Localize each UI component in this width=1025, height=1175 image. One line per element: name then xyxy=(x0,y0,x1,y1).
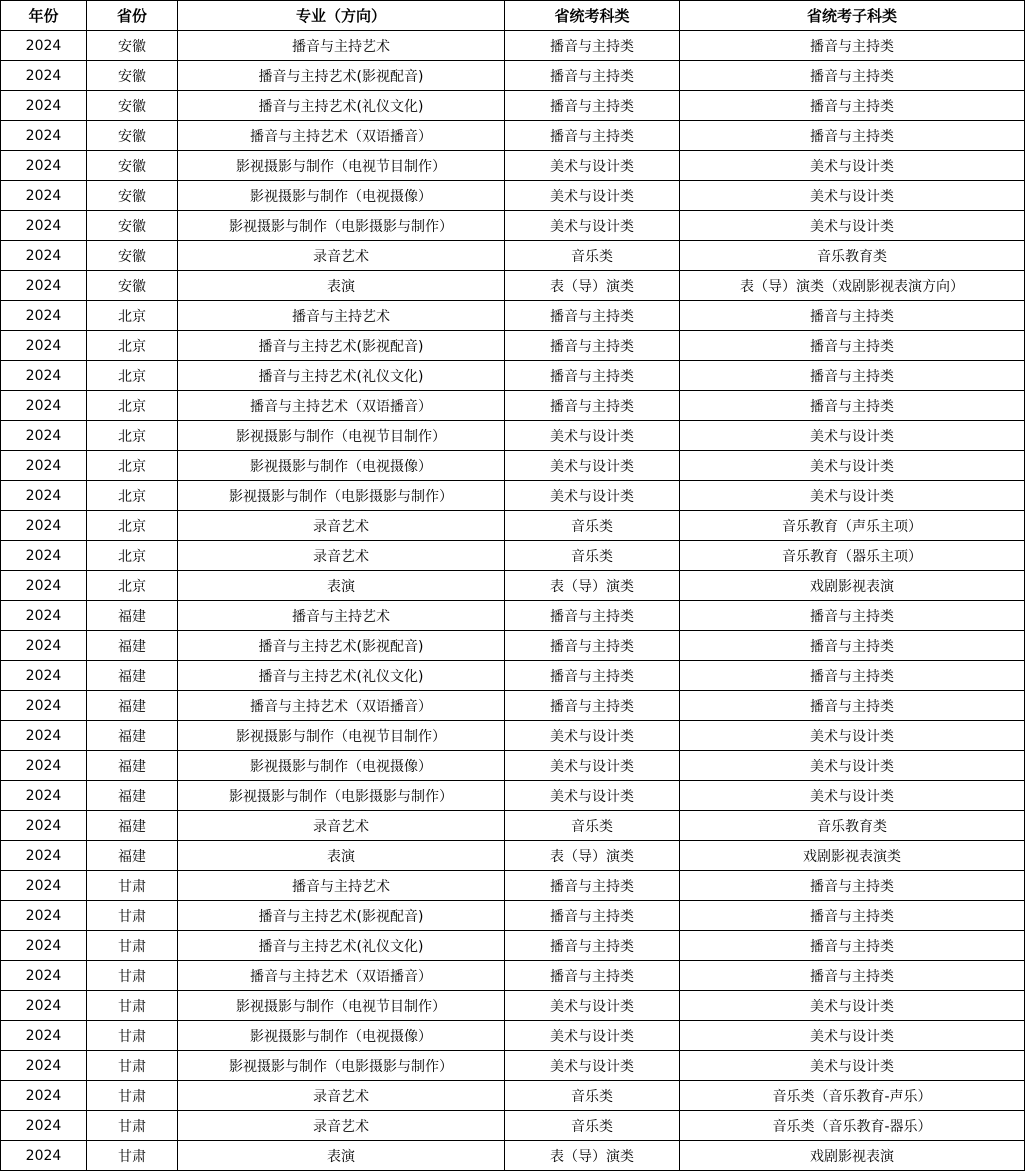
exam-subcategory-cell: 表（导）演类（戏剧影视表演方向） xyxy=(680,271,1025,301)
major-cell: 影视摄影与制作（电视摄像） xyxy=(178,181,505,211)
exam-subcategory-cell: 播音与主持类 xyxy=(680,901,1025,931)
table-row xyxy=(1,631,1025,661)
exam-category-cell: 播音与主持类 xyxy=(505,931,680,961)
exam-category-cell: 播音与主持类 xyxy=(505,31,680,61)
exam-subcategory-cell: 音乐教育（器乐主项） xyxy=(680,541,1025,571)
table-row xyxy=(1,901,1025,931)
table-row xyxy=(1,181,1025,211)
table-row xyxy=(1,91,1025,121)
major-cell: 影视摄影与制作（电视摄像） xyxy=(178,751,505,781)
province-cell: 安徽 xyxy=(87,241,178,271)
major-cell: 影视摄影与制作（电视节目制作） xyxy=(178,721,505,751)
year-cell: 2024 xyxy=(1,1051,87,1081)
major-cell: 影视摄影与制作（电视摄像） xyxy=(178,1021,505,1051)
major-cell: 录音艺术 xyxy=(178,1081,505,1111)
province-cell: 安徽 xyxy=(87,61,178,91)
major-cell: 表演 xyxy=(178,271,505,301)
exam-subcategory-cell: 美术与设计类 xyxy=(680,421,1025,451)
province-cell: 北京 xyxy=(87,481,178,511)
province-cell: 福建 xyxy=(87,751,178,781)
major-cell: 播音与主持艺术 xyxy=(178,601,505,631)
year-cell: 2024 xyxy=(1,151,87,181)
major-cell: 录音艺术 xyxy=(178,541,505,571)
year-cell: 2024 xyxy=(1,601,87,631)
table-row xyxy=(1,451,1025,481)
exam-category-cell: 播音与主持类 xyxy=(505,691,680,721)
year-cell: 2024 xyxy=(1,1081,87,1111)
major-cell: 播音与主持艺术（双语播音） xyxy=(178,691,505,721)
province-cell: 安徽 xyxy=(87,211,178,241)
year-cell: 2024 xyxy=(1,1111,87,1141)
year-cell: 2024 xyxy=(1,331,87,361)
province-cell: 甘肃 xyxy=(87,871,178,901)
exam-category-cell: 美术与设计类 xyxy=(505,1021,680,1051)
province-cell: 北京 xyxy=(87,361,178,391)
exam-category-cell: 播音与主持类 xyxy=(505,331,680,361)
province-cell: 北京 xyxy=(87,451,178,481)
major-cell: 影视摄影与制作（电视节目制作） xyxy=(178,991,505,1021)
table-row xyxy=(1,871,1025,901)
exam-subcategory-cell: 播音与主持类 xyxy=(680,31,1025,61)
major-cell: 影视摄影与制作（电影摄影与制作） xyxy=(178,211,505,241)
exam-category-cell: 美术与设计类 xyxy=(505,1051,680,1081)
year-cell: 2024 xyxy=(1,271,87,301)
year-cell: 2024 xyxy=(1,871,87,901)
exam-subcategory-cell: 美术与设计类 xyxy=(680,1021,1025,1051)
header-major: 专业（方向） xyxy=(178,1,505,31)
year-cell: 2024 xyxy=(1,511,87,541)
province-cell: 安徽 xyxy=(87,151,178,181)
exam-category-cell: 播音与主持类 xyxy=(505,121,680,151)
province-cell: 福建 xyxy=(87,721,178,751)
major-cell: 播音与主持艺术（双语播音） xyxy=(178,391,505,421)
major-cell: 影视摄影与制作（电视节目制作） xyxy=(178,151,505,181)
year-cell: 2024 xyxy=(1,481,87,511)
province-cell: 甘肃 xyxy=(87,931,178,961)
exam-subcategory-cell: 美术与设计类 xyxy=(680,211,1025,241)
province-cell: 甘肃 xyxy=(87,991,178,1021)
province-cell: 福建 xyxy=(87,811,178,841)
year-cell: 2024 xyxy=(1,661,87,691)
province-cell: 北京 xyxy=(87,331,178,361)
province-cell: 福建 xyxy=(87,601,178,631)
year-cell: 2024 xyxy=(1,1141,87,1171)
province-cell: 北京 xyxy=(87,301,178,331)
exam-category-cell: 播音与主持类 xyxy=(505,661,680,691)
exam-category-cell: 音乐类 xyxy=(505,1111,680,1141)
major-cell: 录音艺术 xyxy=(178,811,505,841)
exam-category-cell: 播音与主持类 xyxy=(505,961,680,991)
major-cell: 表演 xyxy=(178,841,505,871)
exam-subcategory-cell: 美术与设计类 xyxy=(680,451,1025,481)
major-cell: 播音与主持艺术（双语播音） xyxy=(178,121,505,151)
year-cell: 2024 xyxy=(1,181,87,211)
table-row xyxy=(1,1051,1025,1081)
table-row xyxy=(1,241,1025,271)
table-row xyxy=(1,841,1025,871)
exam-subcategory-cell: 播音与主持类 xyxy=(680,661,1025,691)
major-cell: 播音与主持艺术（双语播音） xyxy=(178,961,505,991)
province-cell: 福建 xyxy=(87,781,178,811)
exam-category-cell: 播音与主持类 xyxy=(505,61,680,91)
year-cell: 2024 xyxy=(1,691,87,721)
major-cell: 播音与主持艺术(影视配音) xyxy=(178,331,505,361)
exam-category-cell: 播音与主持类 xyxy=(505,601,680,631)
exam-category-cell: 表（导）演类 xyxy=(505,571,680,601)
province-cell: 安徽 xyxy=(87,271,178,301)
exam-subcategory-cell: 播音与主持类 xyxy=(680,931,1025,961)
exam-category-cell: 美术与设计类 xyxy=(505,421,680,451)
year-cell: 2024 xyxy=(1,241,87,271)
year-cell: 2024 xyxy=(1,211,87,241)
table-row xyxy=(1,721,1025,751)
table-row xyxy=(1,1141,1025,1171)
exam-category-cell: 播音与主持类 xyxy=(505,391,680,421)
year-cell: 2024 xyxy=(1,811,87,841)
exam-subcategory-cell: 音乐教育（声乐主项） xyxy=(680,511,1025,541)
table-row xyxy=(1,301,1025,331)
province-cell: 甘肃 xyxy=(87,901,178,931)
major-cell: 录音艺术 xyxy=(178,241,505,271)
province-cell: 北京 xyxy=(87,421,178,451)
exam-category-cell: 播音与主持类 xyxy=(505,301,680,331)
exam-category-cell: 表（导）演类 xyxy=(505,271,680,301)
table-row xyxy=(1,541,1025,571)
year-cell: 2024 xyxy=(1,1021,87,1051)
province-cell: 北京 xyxy=(87,571,178,601)
table-row xyxy=(1,601,1025,631)
table-row xyxy=(1,121,1025,151)
major-cell: 表演 xyxy=(178,1141,505,1171)
year-cell: 2024 xyxy=(1,781,87,811)
major-cell: 播音与主持艺术(影视配音) xyxy=(178,901,505,931)
province-cell: 福建 xyxy=(87,841,178,871)
province-cell: 甘肃 xyxy=(87,1081,178,1111)
province-cell: 安徽 xyxy=(87,181,178,211)
province-cell: 福建 xyxy=(87,661,178,691)
exam-subcategory-cell: 播音与主持类 xyxy=(680,121,1025,151)
exam-subcategory-cell: 美术与设计类 xyxy=(680,151,1025,181)
header-year: 年份 xyxy=(1,1,87,31)
year-cell: 2024 xyxy=(1,391,87,421)
exam-subcategory-cell: 音乐类（音乐教育-声乐） xyxy=(680,1081,1025,1111)
exam-category-cell: 表（导）演类 xyxy=(505,1141,680,1171)
table-row xyxy=(1,481,1025,511)
exam-subcategory-cell: 音乐类（音乐教育-器乐） xyxy=(680,1111,1025,1141)
province-cell: 安徽 xyxy=(87,91,178,121)
exam-category-cell: 音乐类 xyxy=(505,511,680,541)
exam-subcategory-cell: 播音与主持类 xyxy=(680,631,1025,661)
exam-subcategory-cell: 播音与主持类 xyxy=(680,961,1025,991)
province-cell: 福建 xyxy=(87,631,178,661)
exam-subcategory-cell: 播音与主持类 xyxy=(680,331,1025,361)
table-row xyxy=(1,1111,1025,1141)
year-cell: 2024 xyxy=(1,421,87,451)
year-cell: 2024 xyxy=(1,991,87,1021)
exam-category-cell: 播音与主持类 xyxy=(505,361,680,391)
table-row xyxy=(1,1021,1025,1051)
province-cell: 甘肃 xyxy=(87,1141,178,1171)
major-cell: 播音与主持艺术(礼仪文化) xyxy=(178,91,505,121)
table-row xyxy=(1,61,1025,91)
year-cell: 2024 xyxy=(1,61,87,91)
table-row xyxy=(1,391,1025,421)
major-cell: 影视摄影与制作（电视节目制作） xyxy=(178,421,505,451)
province-cell: 安徽 xyxy=(87,121,178,151)
header-province: 省份 xyxy=(87,1,178,31)
exam-subcategory-cell: 美术与设计类 xyxy=(680,1051,1025,1081)
header-exam-subcategory: 省统考子科类 xyxy=(680,1,1025,31)
major-cell: 播音与主持艺术(礼仪文化) xyxy=(178,361,505,391)
exam-category-cell: 美术与设计类 xyxy=(505,181,680,211)
table-row xyxy=(1,931,1025,961)
major-cell: 播音与主持艺术(影视配音) xyxy=(178,631,505,661)
major-cell: 播音与主持艺术(礼仪文化) xyxy=(178,661,505,691)
table-row xyxy=(1,751,1025,781)
table-row xyxy=(1,571,1025,601)
province-cell: 北京 xyxy=(87,391,178,421)
province-cell: 北京 xyxy=(87,541,178,571)
exam-subcategory-cell: 美术与设计类 xyxy=(680,181,1025,211)
exam-subcategory-cell: 美术与设计类 xyxy=(680,481,1025,511)
table-row xyxy=(1,961,1025,991)
province-cell: 甘肃 xyxy=(87,1051,178,1081)
year-cell: 2024 xyxy=(1,121,87,151)
table-row xyxy=(1,151,1025,181)
province-cell: 北京 xyxy=(87,511,178,541)
table-row xyxy=(1,31,1025,61)
exam-subcategory-cell: 播音与主持类 xyxy=(680,691,1025,721)
exam-category-cell: 美术与设计类 xyxy=(505,151,680,181)
major-cell: 录音艺术 xyxy=(178,511,505,541)
table-row xyxy=(1,511,1025,541)
table-row xyxy=(1,421,1025,451)
exam-subcategory-cell: 播音与主持类 xyxy=(680,91,1025,121)
exam-category-cell: 播音与主持类 xyxy=(505,631,680,661)
exam-subcategory-cell: 音乐教育类 xyxy=(680,811,1025,841)
year-cell: 2024 xyxy=(1,91,87,121)
year-cell: 2024 xyxy=(1,361,87,391)
table-row xyxy=(1,691,1025,721)
exam-category-cell: 播音与主持类 xyxy=(505,901,680,931)
header-exam-category: 省统考科类 xyxy=(505,1,680,31)
year-cell: 2024 xyxy=(1,301,87,331)
year-cell: 2024 xyxy=(1,931,87,961)
exam-subcategory-cell: 播音与主持类 xyxy=(680,391,1025,421)
exam-category-cell: 美术与设计类 xyxy=(505,781,680,811)
year-cell: 2024 xyxy=(1,751,87,781)
exam-category-cell: 播音与主持类 xyxy=(505,91,680,121)
exam-category-cell: 音乐类 xyxy=(505,811,680,841)
exam-subcategory-cell: 播音与主持类 xyxy=(680,601,1025,631)
province-cell: 甘肃 xyxy=(87,1111,178,1141)
exam-category-cell: 音乐类 xyxy=(505,1081,680,1111)
table-row xyxy=(1,211,1025,241)
exam-category-cell: 美术与设计类 xyxy=(505,721,680,751)
exam-category-cell: 美术与设计类 xyxy=(505,481,680,511)
major-cell: 影视摄影与制作（电影摄影与制作） xyxy=(178,481,505,511)
table-row xyxy=(1,781,1025,811)
major-cell: 表演 xyxy=(178,571,505,601)
year-cell: 2024 xyxy=(1,541,87,571)
province-cell: 安徽 xyxy=(87,31,178,61)
exam-subcategory-cell: 戏剧影视表演 xyxy=(680,571,1025,601)
exam-category-cell: 美术与设计类 xyxy=(505,451,680,481)
table-row xyxy=(1,331,1025,361)
exam-category-cell: 表（导）演类 xyxy=(505,841,680,871)
exam-subcategory-cell: 播音与主持类 xyxy=(680,61,1025,91)
year-cell: 2024 xyxy=(1,901,87,931)
exam-category-cell: 美术与设计类 xyxy=(505,751,680,781)
exam-category-cell: 美术与设计类 xyxy=(505,211,680,241)
exam-subcategory-cell: 美术与设计类 xyxy=(680,781,1025,811)
exam-subcategory-cell: 播音与主持类 xyxy=(680,871,1025,901)
major-cell: 录音艺术 xyxy=(178,1111,505,1141)
exam-subcategory-cell: 美术与设计类 xyxy=(680,751,1025,781)
major-cell: 影视摄影与制作（电影摄影与制作） xyxy=(178,1051,505,1081)
table-row xyxy=(1,991,1025,1021)
exam-subcategory-cell: 戏剧影视表演类 xyxy=(680,841,1025,871)
exam-subcategory-cell: 美术与设计类 xyxy=(680,721,1025,751)
exam-subcategory-cell: 播音与主持类 xyxy=(680,301,1025,331)
province-cell: 甘肃 xyxy=(87,961,178,991)
exam-subcategory-cell: 戏剧影视表演 xyxy=(680,1141,1025,1171)
exam-subcategory-cell: 播音与主持类 xyxy=(680,361,1025,391)
exam-category-cell: 美术与设计类 xyxy=(505,991,680,1021)
major-cell: 影视摄影与制作（电视摄像） xyxy=(178,451,505,481)
major-cell: 播音与主持艺术(礼仪文化) xyxy=(178,931,505,961)
table-row xyxy=(1,1081,1025,1111)
major-cell: 播音与主持艺术(影视配音) xyxy=(178,61,505,91)
year-cell: 2024 xyxy=(1,631,87,661)
exam-category-cell: 音乐类 xyxy=(505,541,680,571)
table-row xyxy=(1,361,1025,391)
table-row xyxy=(1,271,1025,301)
table-row xyxy=(1,661,1025,691)
exam-category-cell: 音乐类 xyxy=(505,241,680,271)
year-cell: 2024 xyxy=(1,961,87,991)
year-cell: 2024 xyxy=(1,571,87,601)
exam-subcategory-cell: 美术与设计类 xyxy=(680,991,1025,1021)
year-cell: 2024 xyxy=(1,31,87,61)
exam-subcategory-cell: 音乐教育类 xyxy=(680,241,1025,271)
table-row xyxy=(1,811,1025,841)
province-cell: 福建 xyxy=(87,691,178,721)
major-cell: 影视摄影与制作（电影摄影与制作） xyxy=(178,781,505,811)
year-cell: 2024 xyxy=(1,451,87,481)
major-cell: 播音与主持艺术 xyxy=(178,871,505,901)
year-cell: 2024 xyxy=(1,841,87,871)
header-row xyxy=(1,1,1025,31)
province-cell: 甘肃 xyxy=(87,1021,178,1051)
exam-category-cell: 播音与主持类 xyxy=(505,871,680,901)
year-cell: 2024 xyxy=(1,721,87,751)
major-cell: 播音与主持艺术 xyxy=(178,31,505,61)
major-cell: 播音与主持艺术 xyxy=(178,301,505,331)
